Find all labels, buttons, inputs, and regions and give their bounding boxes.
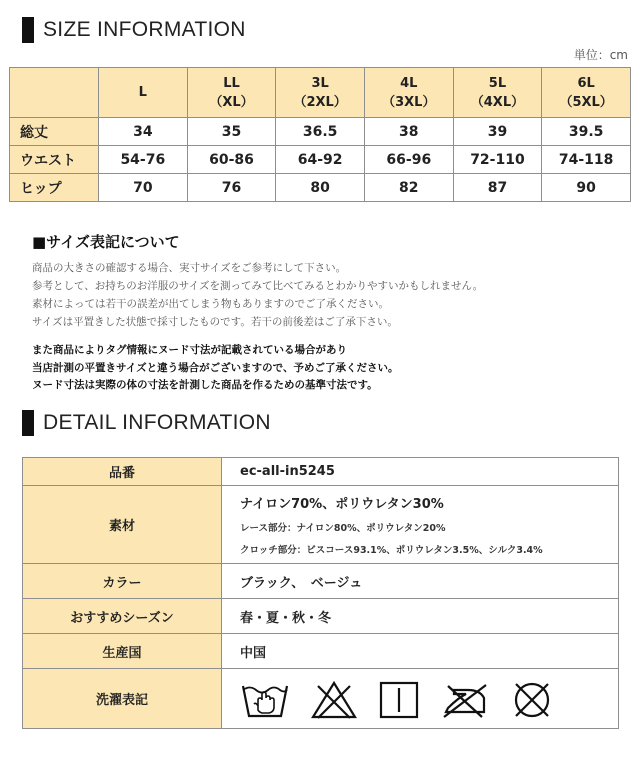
note-line: 素材によっては若干の誤差が出てしまう物もありますのでご了承ください。 (32, 298, 389, 310)
detail-information-title: DETAIL INFORMATION (43, 411, 271, 434)
material-lace: レース部分：ナイロン80%、ポリウレタン20% (240, 523, 446, 534)
note-line: 参考として、お持ちのお洋服のサイズを測ってみて比べてみるとわかりやすいかもしれません。 (32, 280, 484, 292)
detail-label: 素材 (23, 486, 222, 564)
table-row (10, 174, 631, 202)
table-cell: 54-76 (99, 146, 188, 174)
detail-label: 品番 (23, 458, 222, 486)
note-bold-line: ヌード寸法は実際の体の寸法を計測した商品を作るための基準寸法です。 (32, 379, 378, 391)
detail-row-material (23, 486, 619, 564)
note-line: サイズは平置きした状態で採寸したものです。若干の前後差はご了承下さい。 (32, 316, 398, 328)
detail-label: 生産国 (23, 634, 222, 669)
hand-wash-icon (240, 680, 290, 720)
detail-value: ec-all-in5245 (222, 458, 619, 486)
table-cell: 35 (187, 118, 276, 146)
detail-row-code (23, 458, 619, 486)
table-row (10, 118, 631, 146)
size-table (9, 67, 631, 202)
table-cell: 36.5 (276, 118, 365, 146)
size-header-cell: LL （XL） (187, 68, 276, 118)
table-cell: 74-118 (542, 146, 631, 174)
detail-information-heading (22, 410, 271, 436)
table-cell: 70 (99, 174, 188, 202)
table-cell: 66-96 (364, 146, 453, 174)
table-cell: 72-110 (453, 146, 542, 174)
table-cell: 39.5 (542, 118, 631, 146)
size-header-cell: 3L （2XL） (276, 68, 365, 118)
detail-label: カラー (23, 564, 222, 599)
table-cell: 76 (187, 174, 276, 202)
row-label-hip: ヒップ (10, 174, 99, 202)
detail-value (222, 486, 619, 564)
detail-table (22, 457, 619, 729)
size-notes-title: ■サイズ表記について (32, 233, 180, 251)
no-dry-clean-icon (510, 680, 554, 720)
detail-row-origin (23, 634, 619, 669)
size-header-cell: L (99, 68, 188, 118)
table-row (10, 146, 631, 174)
table-cell: 87 (453, 174, 542, 202)
note-bold-line: また商品によりタグ情報にヌード寸法が記載されている場合があり (32, 344, 347, 356)
table-cell: 34 (99, 118, 188, 146)
detail-label: 洗濯表記 (23, 669, 222, 729)
no-iron-icon (440, 680, 490, 720)
unit-label: 単位：cm (573, 48, 628, 62)
note-line: 商品の大きさの確認する場合、実寸サイズをご参考にして下さい。 (32, 262, 347, 274)
detail-row-color (23, 564, 619, 599)
size-notes-bold (32, 342, 398, 395)
table-cell: 90 (542, 174, 631, 202)
table-cell: 64-92 (276, 146, 365, 174)
size-header-cell: 6L （5XL） (542, 68, 631, 118)
heading-bar (22, 17, 34, 43)
size-table-header-row (10, 68, 631, 118)
heading-bar (22, 410, 34, 436)
line-dry-icon (378, 680, 420, 720)
size-header-cell: 5L （4XL） (453, 68, 542, 118)
size-notes (32, 259, 483, 331)
row-label-length: 総丈 (10, 118, 99, 146)
table-cell: 82 (364, 174, 453, 202)
table-cell: 60-86 (187, 146, 276, 174)
detail-row-season (23, 599, 619, 634)
size-table-corner (10, 68, 99, 118)
table-cell: 80 (276, 174, 365, 202)
detail-label: おすすめシーズン (23, 599, 222, 634)
row-label-waist: ウエスト (10, 146, 99, 174)
care-icons (240, 678, 618, 720)
size-information-title: SIZE INFORMATION (43, 18, 246, 41)
material-crotch: クロッチ部分：ビスコース93.1%、ポリウレタン3.5%、シルク3.4% (240, 545, 543, 556)
material-main: ナイロン70%、ポリウレタン30% (240, 497, 444, 512)
note-bold-line: 当店計測の平置きサイズと違う場合がございますので、予めご了承ください。 (32, 361, 399, 374)
table-cell: 39 (453, 118, 542, 146)
care-icons-cell (222, 669, 619, 729)
detail-value: 中国 (222, 634, 619, 669)
detail-value: 春・夏・秋・冬 (222, 599, 619, 634)
detail-row-care (23, 669, 619, 729)
size-information-heading (22, 17, 246, 43)
table-cell: 38 (364, 118, 453, 146)
size-header-cell: 4L （3XL） (364, 68, 453, 118)
detail-value: ブラック、 ベージュ (222, 564, 619, 599)
no-bleach-icon (310, 680, 358, 720)
